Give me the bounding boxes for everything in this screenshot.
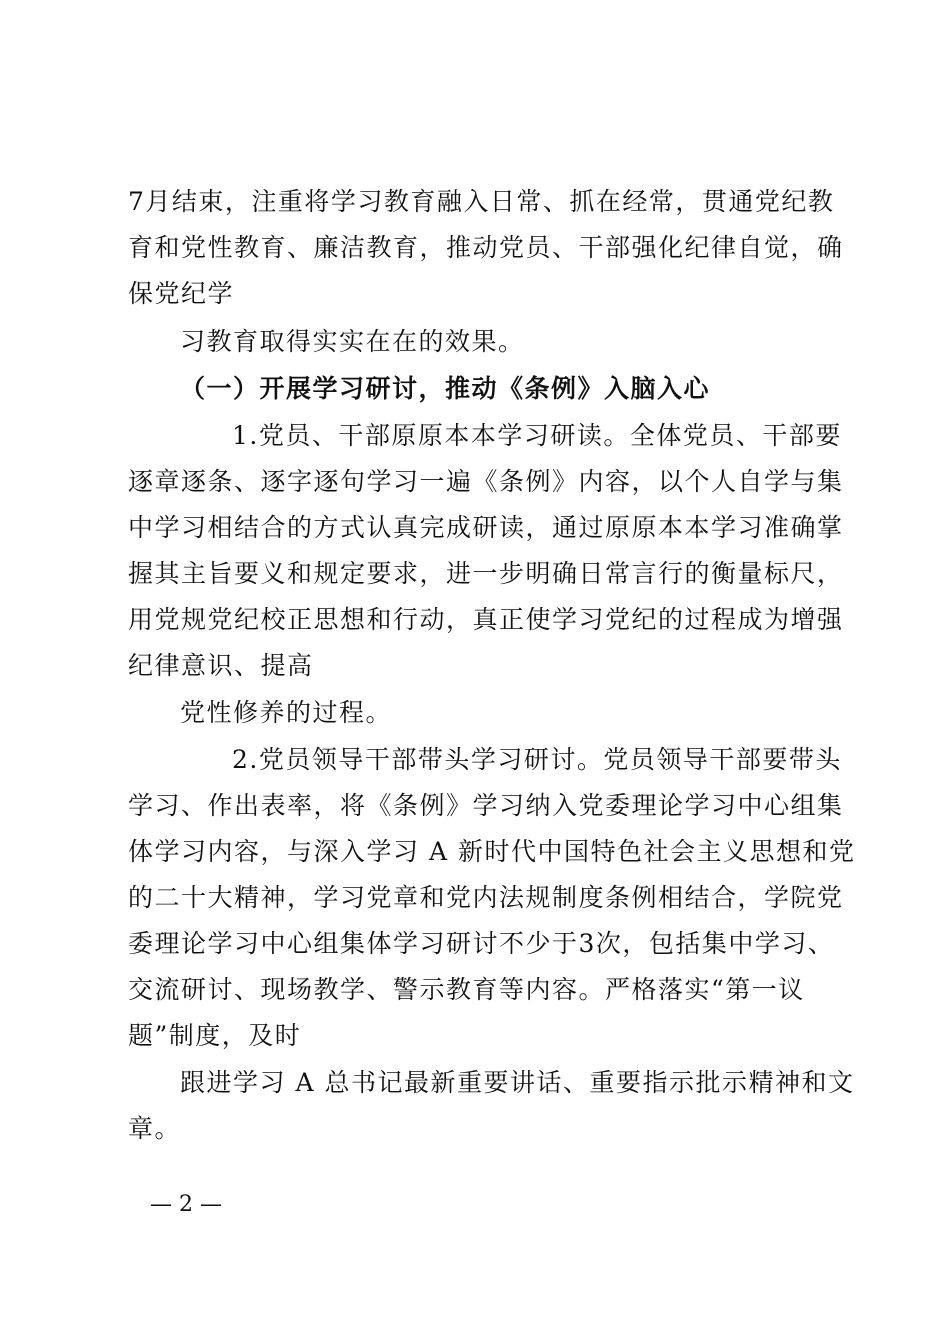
body-text-line: 育和党性教育、廉洁教育，推动党员、干部强化纪律自觉，确 [128,233,844,262]
body-text-line: 章。 [128,1114,182,1143]
body-text-line: 学习、作出表率，将《条例》学习纳入党委理论学习中心组集 [128,791,844,820]
body-text-line: 中学习相结合的方式认真完成研读，通过原原本本学习准确掌 [128,513,844,542]
body-text-line: 题”制度，及时 [128,1021,302,1050]
body-text-line: 党性修养的过程。 [180,698,393,727]
body-text-line: 保党纪学 [128,279,235,308]
body-text-line: 7月结束，注重将学习教育融入日常、抓在经常，贯通党纪教 [128,187,835,216]
page-number: — 2 — [150,1192,222,1217]
body-text-line: 体学习内容，与深入学习 A 新时代中国特色社会主义思想和党 [128,837,856,866]
body-text-line: 握其主旨要义和规定要求，进一步明确日常言行的衡量标尺， [128,559,844,588]
body-text-line: 交流研讨、现场教学、警示教育等内容。严格落实“第一议 [128,975,805,1004]
body-text-line: 逐章逐条、逐字逐句学习一遍《条例》内容，以个人自学与集 [128,467,844,496]
body-text-line: 用党规党纪校正思想和行动，真正使学习党纪的过程成为增强 [128,605,844,634]
body-text-line: 1.党员、干部原原本本学习研读。全体党员、干部要 [232,421,842,450]
body-text-line: 委理论学习中心组集体学习研讨不少于3次，包括集中学习、 [128,929,835,958]
body-text-line: 跟进学习 A 总书记最新重要讲话、重要指示批示精神和文 [180,1068,855,1097]
body-text-line: 习教育取得实实在在的效果。 [180,327,525,356]
section-heading: （一）开展学习研讨，推动《条例》入脑入心 [180,374,711,403]
body-text-line: 2.党员领导干部带头学习研讨。党员领导干部要带头 [232,745,842,774]
body-text-line: 纪律意识、提高 [128,651,314,680]
body-text-line: 的二十大精神，学习党章和党内法规制度条例相结合，学院党 [128,883,844,912]
